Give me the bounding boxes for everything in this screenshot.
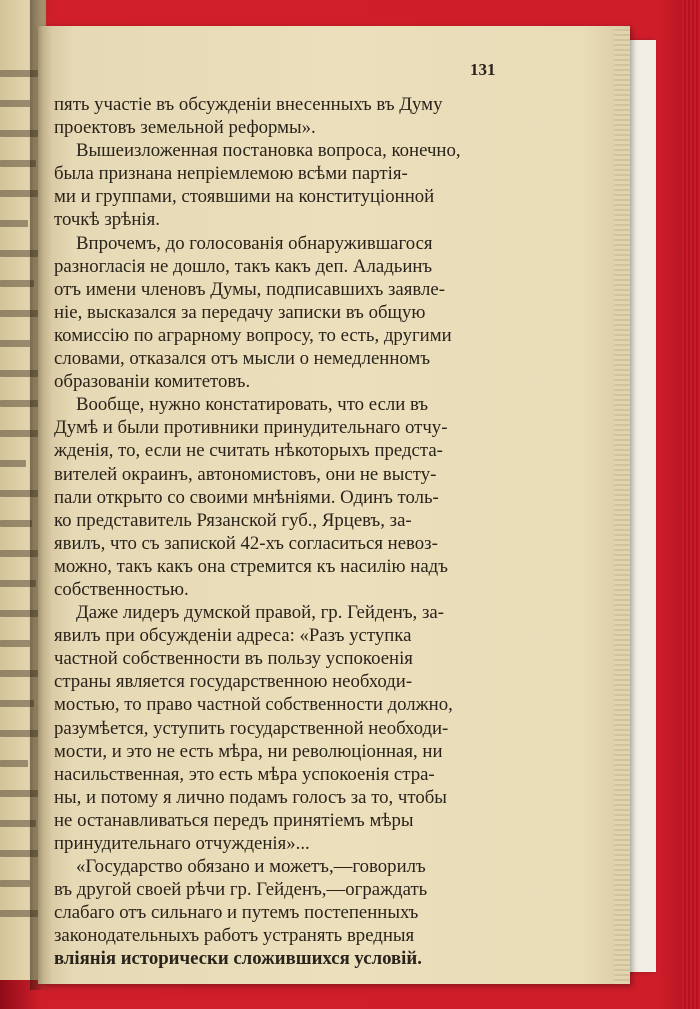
text-line: Вообще, нужно констатировать, что если въ [76, 394, 429, 416]
text-line: явилъ, что съ запиской 42-хъ согласиться невоз- [54, 532, 438, 554]
text-line: можно, такъ какъ она стремится къ насилію надъ [54, 555, 448, 577]
text-line: законодательныхъ работъ устранять вредныя [54, 925, 415, 947]
text-line: проектовъ земельной реформы». [54, 117, 316, 139]
text-line: отъ имени членовъ Думы, подписавшихъ заявле- [54, 278, 445, 300]
text-line: Впрочемъ, до голосованія обнаружившагося [76, 232, 433, 254]
text-line: Вышеизложенная постановка вопроса, конечно, [76, 140, 461, 162]
text-line: комиссію по аграрному вопросу, то есть, другими [54, 324, 452, 346]
text-line: слабаго отъ сильнаго и путемъ постепенныхъ [54, 902, 419, 924]
text-line: мости, и это не есть мѣра, ни революціонная, ни [54, 740, 443, 762]
left-page-text-fragment [0, 760, 28, 767]
left-page-text-fragment [0, 340, 30, 347]
text-line: мостью, то право частной собственности должно, [54, 694, 453, 716]
text-line: вителей окраинъ, автономистовъ, они не высту- [54, 463, 437, 485]
page-body-text [54, 93, 498, 971]
text-line: пали открыто со своими мнѣніями. Одинъ толь- [54, 486, 439, 508]
text-line: была признана непріемлемою всѣми партія- [54, 163, 408, 185]
text-line: вліянія исторически сложившихся условій. [54, 948, 422, 970]
text-line: «Государство обязано и можетъ,—говорилъ [76, 856, 426, 878]
text-line: не останавливаться передъ принятіемъ мѣры [54, 809, 414, 831]
page-stack-edge [614, 28, 630, 984]
text-line: разногласія не дошло, такъ какъ деп. Аладьинъ [54, 255, 433, 277]
text-line: точкѣ зрѣнія. [54, 209, 160, 231]
left-page-text-fragment [0, 460, 26, 467]
text-line: насильственная, это есть мѣра успокоенія стра- [54, 763, 435, 785]
left-page-text-fragment [0, 640, 30, 647]
text-line: Даже лидеръ думской правой, гр. Гейденъ, за- [76, 602, 444, 624]
left-page-text-fragment [0, 520, 32, 527]
text-line: въ другой своей рѣчи гр. Гейденъ,—ограждать [54, 879, 428, 901]
text-line: ніе, высказался за передачу записки въ общую [54, 301, 426, 323]
text-line: словами, отказался отъ мысли о немедленномъ [54, 348, 431, 370]
text-line: ны, и потому я лично подамъ голосъ за то, чтобы [54, 786, 447, 808]
left-page-text-fragment [0, 100, 30, 107]
text-line: принудительнаго отчужденія»... [54, 833, 310, 854]
text-line: частной собственности въ пользу успокоенія [54, 648, 413, 670]
text-line: ми и группами, стоявшими на конституціонной [54, 186, 435, 208]
left-page-text-fragment [0, 280, 34, 287]
text-line: жденія, то, если не считать нѣкоторыхъ предста- [54, 440, 443, 462]
text-line: Думѣ и были противники принудительнаго отчу- [54, 417, 448, 439]
cover-edge [682, 0, 700, 1009]
book-gutter-shadow [30, 0, 52, 990]
page-number: 131 [470, 60, 496, 79]
text-line: собственностью. [54, 578, 189, 600]
left-page-text-fragment [0, 700, 34, 707]
left-page-text-fragment [0, 880, 30, 887]
text-line: пять участіе въ обсужденіи внесенныхъ въ Думу [54, 94, 443, 115]
left-page-text-fragment [0, 220, 28, 227]
text-line: образованіи комитетовъ. [54, 371, 251, 393]
text-line: ко представитель Рязанской губ., Ярцевъ, за- [54, 509, 412, 531]
text-line: страны является государственною необходи- [54, 671, 413, 693]
text-line: разумѣется, уступить государственной необходи- [54, 717, 449, 739]
text-line: явилъ при обсужденіи адреса: «Разъ уступка [54, 625, 412, 647]
